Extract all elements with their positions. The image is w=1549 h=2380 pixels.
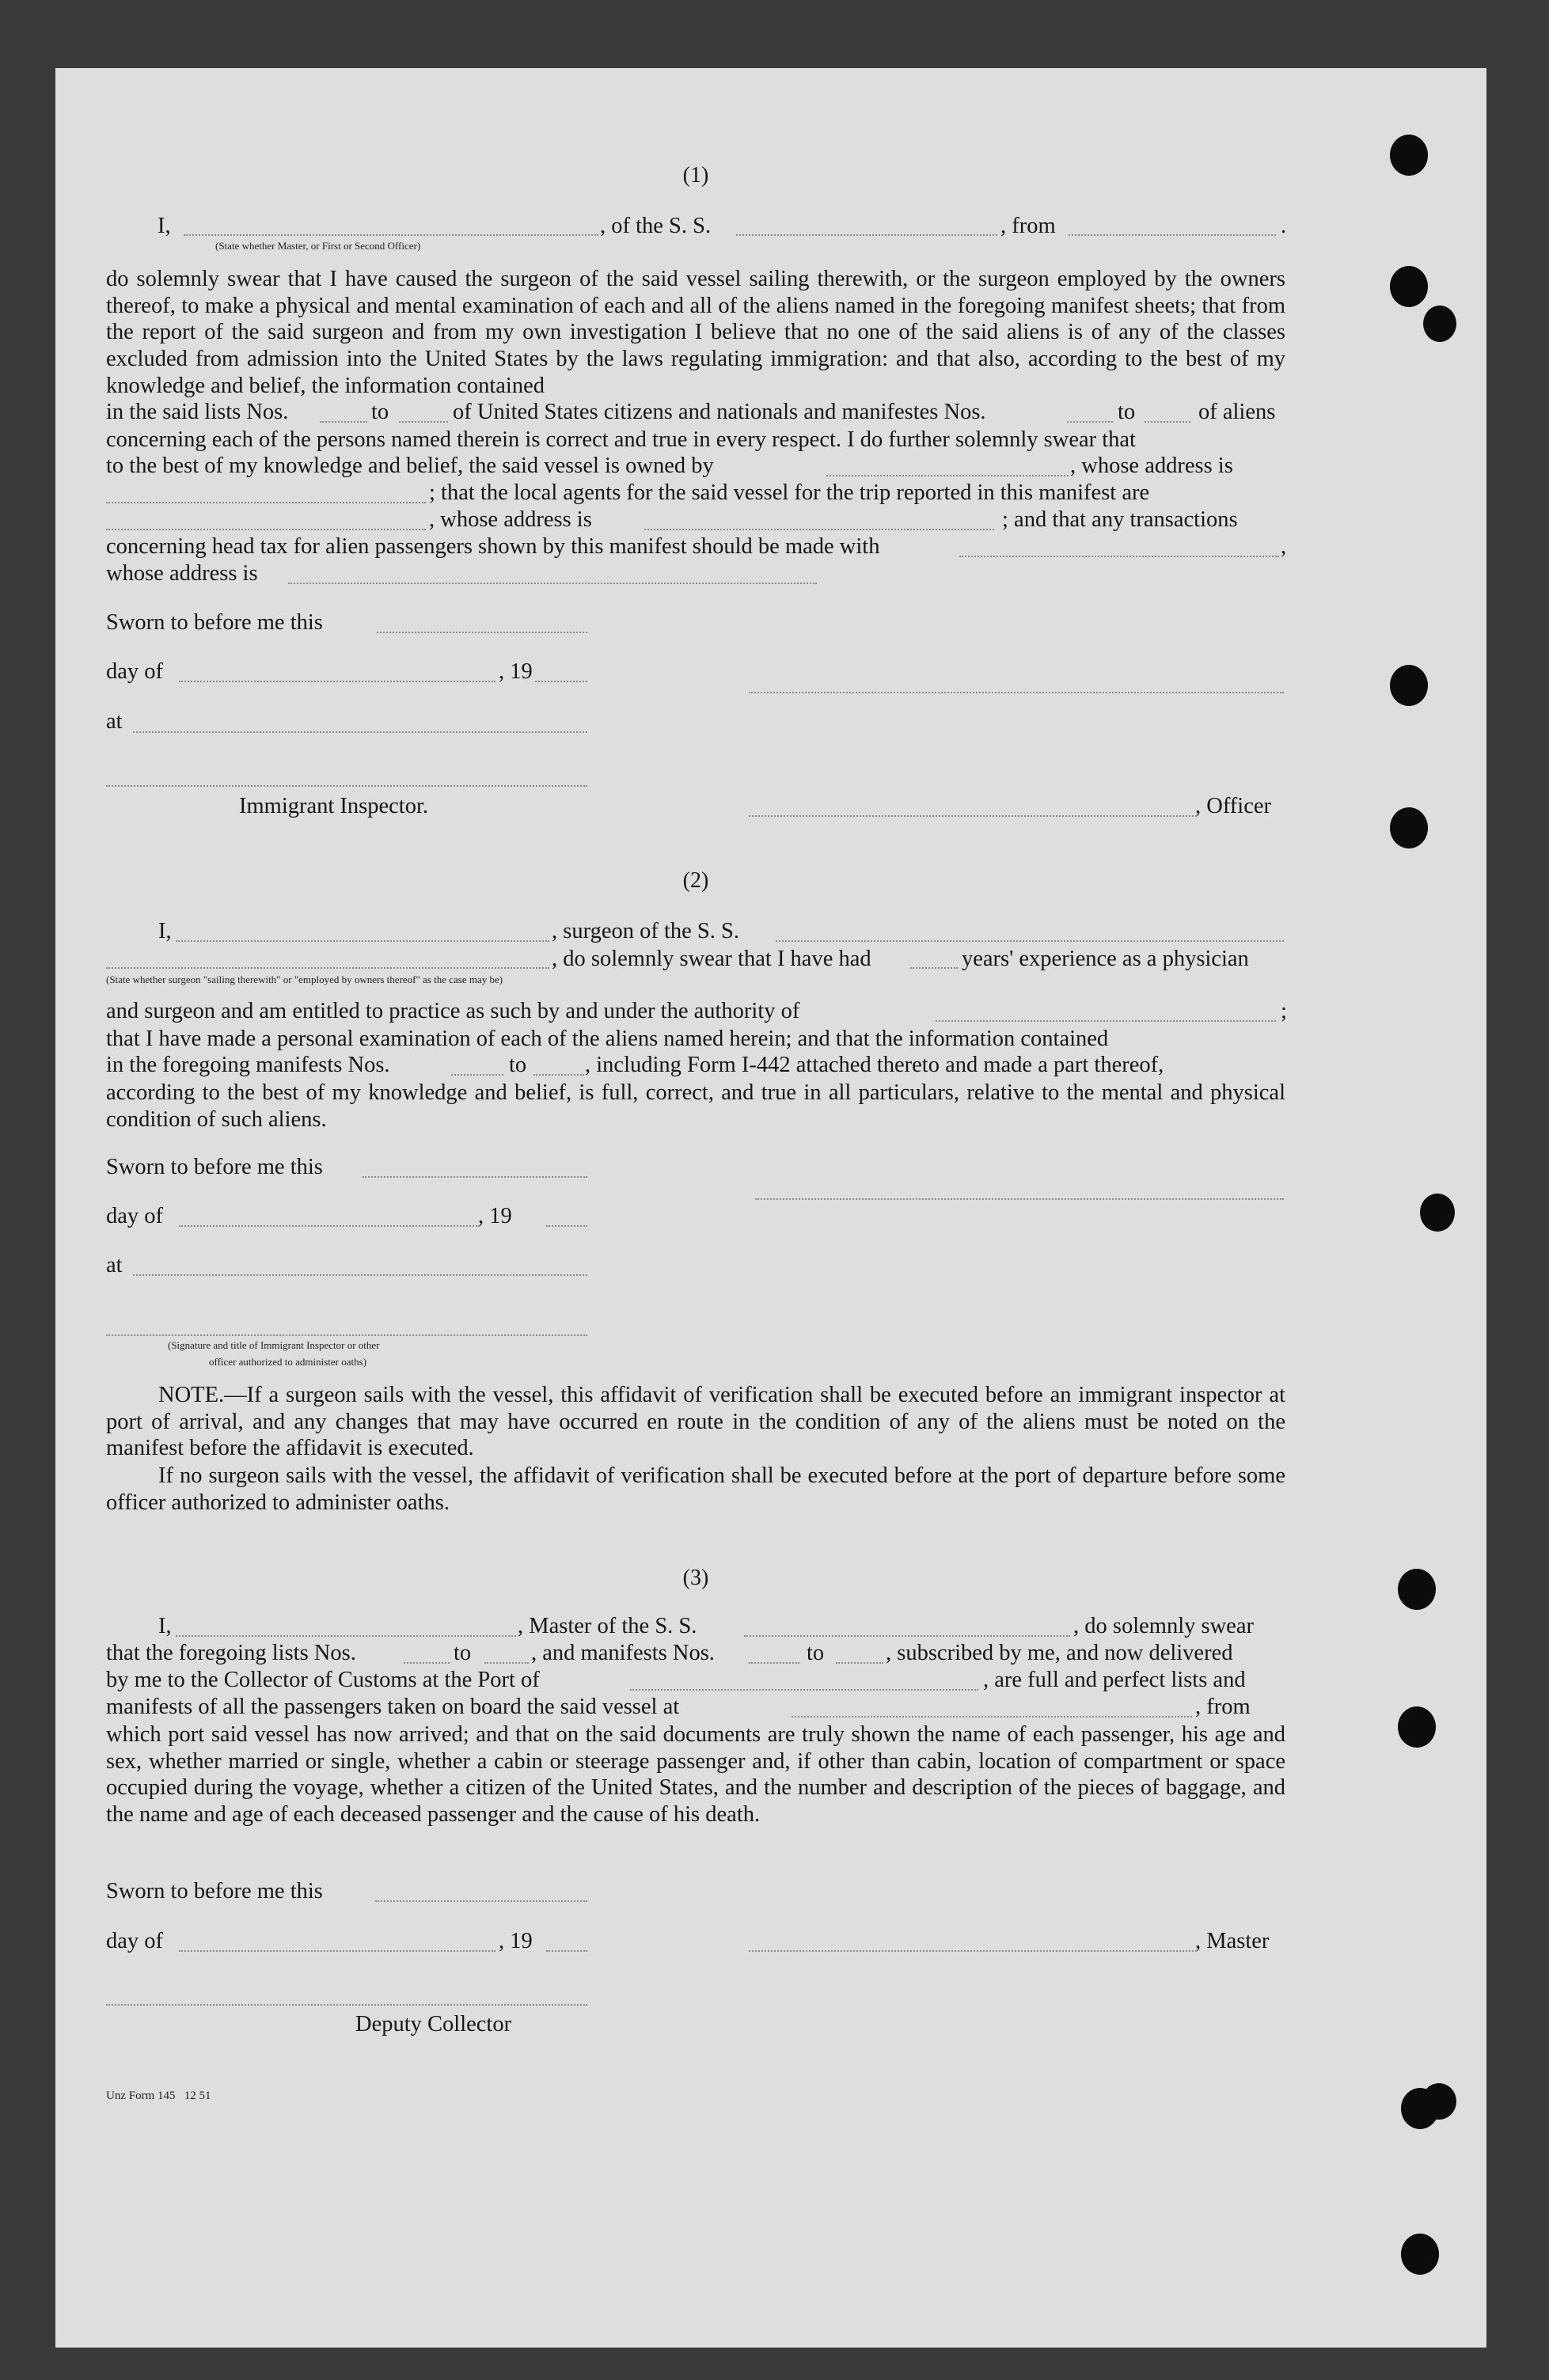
text: , 19 bbox=[499, 659, 533, 684]
master-name-field[interactable] bbox=[176, 1635, 516, 1637]
text: , 19 bbox=[499, 1929, 533, 1953]
text: , do solemnly swear that I have had bbox=[552, 947, 871, 971]
text: day of bbox=[106, 1204, 164, 1228]
label-from: , from bbox=[1000, 214, 1056, 238]
label-of-ss: , of the S. S. bbox=[600, 214, 712, 238]
sworn-date-field[interactable] bbox=[375, 1900, 587, 1902]
manifest-from-field[interactable] bbox=[749, 1662, 799, 1664]
note-paragraph: NOTE.—If a surgeon sails with the vessel, this affidavit of verification shall be executed before an immigrant inspector at port of arrival, and any changes that may have occurred en route in the condition of any of the aliens must be noted on the manifest before the affidavit is executed. bbox=[106, 1383, 1285, 1461]
punch-hole bbox=[1390, 807, 1428, 848]
year-field[interactable] bbox=[546, 1950, 587, 1952]
text: in the foregoing manifests Nos. bbox=[106, 1053, 390, 1077]
section-number: (3) bbox=[682, 1566, 709, 1590]
section-number: (2) bbox=[682, 868, 709, 893]
text: , Master bbox=[1195, 1929, 1270, 1953]
list-to-field[interactable] bbox=[484, 1662, 529, 1664]
inspector-signature-field[interactable] bbox=[106, 1334, 587, 1336]
from-port-field[interactable] bbox=[1069, 234, 1276, 236]
paragraph: do solemnly swear that I have caused the surgeon of the said vessel sailing therewith, or the surgeon employed by the owners thereof, to make a physical and mental examination of each and all of the aliens named in the foregoing manifest sheets; that from the report of the said surgeon and from my own investigation I believe that no one of the said aliens is of any of the classes excluded from admission into the United States by the laws regulating immigration: and that also, according to the best of my knowledge and belief, the information contained bbox=[106, 267, 1285, 398]
text: , whose address is bbox=[1070, 454, 1233, 478]
inspector-signature-field[interactable] bbox=[106, 785, 587, 787]
local-agents-field[interactable] bbox=[106, 529, 426, 530]
punch-hole bbox=[1422, 2083, 1456, 2120]
deputy-line bbox=[106, 2012, 1285, 2039]
lists-line bbox=[106, 1641, 1285, 1668]
port-field[interactable] bbox=[630, 1689, 978, 1691]
alien-list-to-field[interactable] bbox=[1145, 421, 1190, 423]
text: , Officer bbox=[1195, 794, 1272, 818]
owner-address-field[interactable] bbox=[106, 502, 426, 503]
text: , including Form I-442 attached thereto and made a part thereof, bbox=[585, 1053, 1164, 1077]
surgeon-line-2 bbox=[106, 947, 1285, 974]
authority-field[interactable] bbox=[936, 1020, 1276, 1022]
sworn-line bbox=[106, 1879, 1285, 1906]
headtax-agent-field[interactable] bbox=[959, 556, 1279, 557]
text: , surgeon of the S. S. bbox=[552, 919, 739, 943]
text: Deputy Collector bbox=[355, 2012, 512, 2036]
text: that the foregoing lists Nos. bbox=[106, 1641, 356, 1665]
text: concerning head tax for alien passengers shown by this manifest should be made with bbox=[106, 534, 880, 559]
oath-line-1 bbox=[106, 214, 1285, 241]
text: , subscribed by me, and now delivered bbox=[886, 1641, 1233, 1665]
text: , and manifests Nos. bbox=[531, 1641, 715, 1665]
surgeon-name-field[interactable] bbox=[176, 940, 549, 942]
signature-caption: officer authorized to administer oaths) bbox=[209, 1356, 367, 1368]
text: Sworn to before me this bbox=[106, 1879, 323, 1904]
sworn-date-field[interactable] bbox=[377, 632, 587, 633]
surgeon-signature-field[interactable] bbox=[755, 1198, 1284, 1200]
text: at bbox=[106, 1253, 123, 1277]
surgeon-vessel-field[interactable] bbox=[776, 940, 1284, 942]
field-caption: (State whether surgeon "sailing therewith" or "employed by owners thereof" as the case may be) bbox=[106, 974, 503, 985]
section-number: (1) bbox=[682, 163, 709, 188]
text: , do solemnly swear bbox=[1073, 1614, 1254, 1638]
day-month-field[interactable] bbox=[179, 1950, 495, 1952]
day-month-field[interactable] bbox=[179, 681, 495, 682]
text: in the said lists Nos. bbox=[106, 400, 289, 424]
punch-hole bbox=[1398, 1706, 1436, 1748]
us-list-from-field[interactable] bbox=[320, 421, 367, 423]
paragraph: according to the best of my knowledge and belief, is full, correct, and true in all particulars, relative to the mental and physical condition of such aliens. bbox=[106, 1080, 1285, 1132]
master-signature-field[interactable] bbox=[749, 1950, 1197, 1952]
sworn-date-field[interactable] bbox=[363, 1176, 587, 1178]
manifests-line bbox=[106, 1053, 1285, 1080]
text: , Master of the S. S. bbox=[518, 1614, 697, 1638]
embark-port-field[interactable] bbox=[792, 1716, 1192, 1718]
text: I, bbox=[158, 1614, 172, 1638]
text: by me to the Collector of Customs at the Port of bbox=[106, 1668, 540, 1692]
sworn-line bbox=[106, 610, 1285, 637]
paragraph: that I have made a personal examination of each of the aliens named herein; and that the information contained bbox=[106, 1027, 1109, 1051]
text: , bbox=[1281, 534, 1287, 559]
punch-hole bbox=[1420, 1194, 1455, 1232]
text: , 19 bbox=[478, 1204, 512, 1228]
punch-hole bbox=[1390, 665, 1428, 706]
at-place-field[interactable] bbox=[133, 731, 587, 733]
year-field[interactable] bbox=[535, 681, 587, 682]
headtax-address-field[interactable] bbox=[288, 583, 817, 584]
officer-signature-field[interactable] bbox=[749, 815, 1197, 817]
text: , from bbox=[1195, 1695, 1251, 1719]
list-from-field[interactable] bbox=[404, 1662, 450, 1664]
text: of United States citizens and nationals and manifestes Nos. bbox=[453, 400, 986, 424]
text: manifests of all the passengers taken on board the said vessel at bbox=[106, 1695, 680, 1719]
text: , whose address is bbox=[429, 507, 592, 532]
form-id: Unz Form 145 12 51 bbox=[106, 2090, 211, 2102]
text: day of bbox=[106, 1929, 164, 1953]
text: Sworn to before me this bbox=[106, 1155, 323, 1179]
text: and surgeon and am entitled to practice as such by and under the authority of bbox=[106, 999, 800, 1023]
text: ; that the local agents for the said vessel for the trip reported in this manifest are bbox=[429, 480, 1150, 505]
paragraph: concerning each of the persons named therein is correct and true in every respect. I do further solemnly swear that bbox=[106, 427, 1136, 452]
text: Immigrant Inspector. bbox=[239, 794, 429, 818]
text: Sworn to before me this bbox=[106, 610, 323, 635]
text: to bbox=[807, 1641, 825, 1665]
text: at bbox=[106, 709, 123, 734]
sworn-line bbox=[106, 1155, 1285, 1182]
text: to bbox=[1118, 400, 1136, 424]
vessel-name-field[interactable] bbox=[736, 234, 997, 236]
text: to bbox=[371, 400, 389, 424]
manifest-to-field[interactable] bbox=[533, 1074, 584, 1076]
manifest-from-field[interactable] bbox=[451, 1074, 503, 1076]
years-experience-field[interactable] bbox=[910, 967, 958, 969]
label-period: . bbox=[1281, 214, 1287, 238]
surgeon-status-field[interactable] bbox=[106, 967, 549, 969]
punch-hole bbox=[1390, 135, 1428, 176]
text: to bbox=[454, 1641, 472, 1665]
paragraph: which port said vessel has now arrived; and that on the said documents are truly shown the name of each passenger, his age and sex, whether married or single, whether a cabin or steerage passenger and, if other than cabin, location of compartment or space occupied during the voyage, whether a citizen of the United States, and the number and description of the pieces of baggage, and the name and age of each deceased passenger and the cause of his death. bbox=[106, 1722, 1285, 1828]
owner-field[interactable] bbox=[826, 475, 1069, 476]
text: ; bbox=[1281, 999, 1287, 1023]
alien-list-from-field[interactable] bbox=[1067, 421, 1113, 423]
text: ; and that any transactions bbox=[1002, 507, 1238, 532]
at-place-field[interactable] bbox=[133, 1274, 587, 1276]
us-list-to-field[interactable] bbox=[399, 421, 448, 423]
punch-hole bbox=[1423, 306, 1456, 342]
label-i: I, bbox=[158, 214, 171, 238]
owned-line bbox=[106, 454, 1285, 480]
text: years' experience as a physician bbox=[962, 947, 1249, 971]
punch-hole bbox=[1398, 1569, 1436, 1610]
text: , are full and perfect lists and bbox=[983, 1668, 1246, 1692]
text: whose address is bbox=[106, 561, 258, 586]
master-name-field[interactable] bbox=[184, 234, 598, 236]
note-paragraph: If no surgeon sails with the vessel, the affidavit of verification shall be executed before at the port of departure before some officer authorized to administer oaths. bbox=[106, 1463, 1285, 1515]
punch-hole bbox=[1390, 266, 1428, 307]
text: day of bbox=[106, 659, 164, 684]
text: I, bbox=[158, 919, 172, 943]
master-signature-field[interactable] bbox=[749, 692, 1284, 693]
vessel-name-field[interactable] bbox=[744, 1635, 1070, 1637]
manifest-to-field[interactable] bbox=[836, 1662, 883, 1664]
punch-hole bbox=[1401, 2234, 1439, 2275]
collector-signature-field[interactable] bbox=[106, 2004, 587, 2006]
day-month-field[interactable] bbox=[179, 1225, 480, 1227]
agents-address-field[interactable] bbox=[644, 529, 994, 530]
field-caption: (State whether Master, or First or Second Officer) bbox=[215, 240, 421, 252]
signature-caption: (Signature and title of Immigrant Inspector or other bbox=[168, 1339, 380, 1351]
year-field[interactable] bbox=[546, 1225, 587, 1227]
text: of aliens bbox=[1198, 400, 1276, 424]
text: to the best of my knowledge and belief, the said vessel is owned by bbox=[106, 454, 714, 478]
text: to bbox=[509, 1053, 527, 1077]
